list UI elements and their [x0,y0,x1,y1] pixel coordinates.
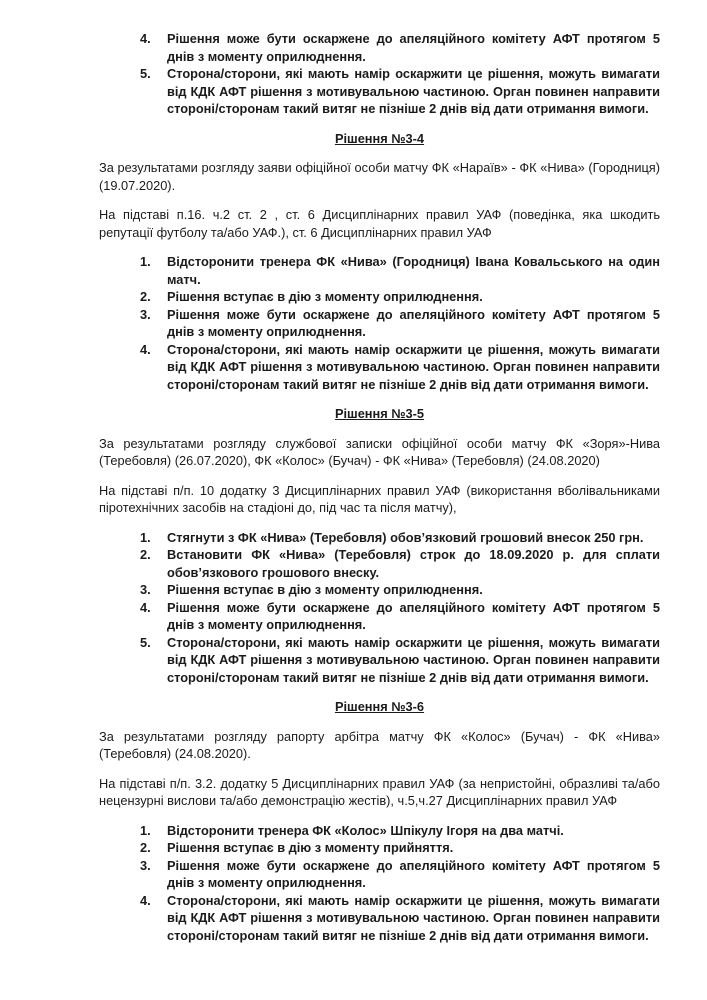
list-item-text: Рішення може бути оскаржене до апеляційного комітету АФТ протягом 5 днів з моменту оприлюднення. [167,857,660,890]
list-item-number: 4. [140,599,151,615]
list-item-text: Відсторонити тренера ФК «Нива» (Городниця) Івана Ковальського на один матч. [167,254,660,287]
list-item [99,30,660,65]
list-item-number: 4. [140,892,151,908]
section-heading: Рішення №3-5 [334,406,425,421]
decision-list [99,529,660,687]
legal-basis-paragraph: На підставі п/п. 3.2. додатку 5 Дисциплінарних правил УАФ (за непристойні, образливі та/або нецензурні вислови та/або демонстрацію жестів), ч.5,ч.27 Дисциплінарних правил УАФ [99,775,660,808]
list-item-text: Рішення вступає в дію з моменту оприлюднення. [167,582,483,597]
list-item-text: Рішення може бути оскаржене до апеляційного комітету АФТ протягом 5 днів з моменту оприлюднення. [167,31,660,64]
section-decision-3-6 [99,698,660,944]
list-item [99,634,660,687]
list-item-text: Рішення може бути оскаржене до апеляційного комітету АФТ протягом 5 днів з моменту оприлюднення. [167,599,660,632]
list-item-text: Сторона/сторони, які мають намір оскаржити це рішення, можуть вимагати від КДК АФТ рішення з мотивувальною частиною. Орган повинен направити стороні/сторонам такий витяг не пізніше 2 днів від дати отримання вимоги. [167,892,660,943]
list-item [99,288,660,306]
list-item [99,546,660,581]
list-item-text: Сторона/сторони, які мають намір оскаржити це рішення, можуть вимагати від КДК АФТ рішення з мотивувальною частиною. Орган повинен направити стороні/сторонам такий витяг не пізніше 2 днів від дати отримання вимоги. [167,634,660,685]
results-paragraph: За результатами розгляду службової записки офіційної особи матчу ФК «Зоря»-Нива (Теребовля) (26.07.2020), ФК «Колос» (Бучач) - ФК «Нива» (Теребовля) (24.08.2020) [99,435,660,468]
list-item-text: Встановити ФК «Нива» (Теребовля) строк до 18.09.2020 р. для сплати обов’язкового грошового внеску. [167,547,660,580]
list-item-number: 4. [140,31,151,46]
list-item-text: Рішення може бути оскаржене до апеляційного комітету АФТ протягом 5 днів з моменту оприлюднення. [167,306,660,339]
list-item-number: 2. [140,840,151,855]
list-item [99,306,660,341]
list-item [99,529,660,547]
decision-list [99,253,660,393]
list-item [99,857,660,892]
legal-basis-paragraph: На підставі п.16. ч.2 ст. 2 , ст. 6 Дисциплінарних правил УАФ (поведінка, яка шкодить репутації футболу та/або УАФ.), ст. 6 Дисциплінарних правил УАФ [99,207,660,240]
list-item-number: 2. [140,547,151,562]
list-item-number: 2. [140,289,151,304]
list-item [99,892,660,945]
carryover-decision-list [99,30,660,118]
list-item-number: 5. [140,66,151,81]
list-item-number: 4. [140,341,151,357]
list-item-number: 1. [140,529,151,545]
list-item-text: Стягнути з ФК «Нива» (Теребовля) обов’язковий грошовий внесок 250 грн. [167,529,644,545]
list-item-text: Відсторонити тренера ФК «Колос» Шпікулу Ігоря на два матчі. [167,822,564,838]
section-heading: Рішення №3-4 [334,130,425,146]
list-item [99,253,660,288]
list-item-number: 1. [140,254,151,269]
list-item-number: 3. [140,857,151,873]
list-item-text: Сторона/сторони, які мають намір оскаржити це рішення, можуть вимагати від КДК АФТ рішення з мотивувальною частиною. Орган повинен направити стороні/сторонам такий витяг не пізніше 2 днів від дати отримання вимоги. [167,341,660,392]
list-item-number: 3. [140,306,151,322]
list-item-text: Рішення вступає в дію з моменту прийняття. [167,840,454,855]
list-item [99,581,660,599]
list-item-number: 1. [140,822,151,838]
list-item-text: Сторона/сторони, які мають намір оскаржити це рішення, можуть вимагати від КДК АФТ рішення з мотивувальною частиною. Орган повинен направити стороні/сторонам такий витяг не пізніше 2 днів від дати отримання вимоги. [167,66,660,116]
decision-list [99,822,660,945]
section-decision-3-5 [99,405,660,686]
list-item [99,822,660,840]
list-item [99,599,660,634]
list-item-number: 3. [140,582,151,597]
results-paragraph: За результатами розгляду рапорту арбітра матчу ФК «Колос» (Бучач) - ФК «Нива» (Теребовля) (24.08.2020). [99,728,660,761]
list-item [99,839,660,857]
list-item [99,65,660,118]
section-decision-3-4 [99,130,660,394]
results-paragraph: За результатами розгляду заяви офіційної особи матчу ФК «Нараїв» - ФК «Нива» (Городниця) (19.07.2020). [99,160,660,193]
legal-basis-paragraph: На підставі п/п. 10 додатку 3 Дисциплінарних правил УАФ (використання вболівальниками піротехнічних засобів на стадіоні до, під час та після матчу), [99,482,660,515]
list-item-text: Рішення вступає в дію з моменту оприлюднення. [167,289,483,304]
list-item-number: 5. [140,634,151,650]
section-heading: Рішення №3-6 [334,699,425,714]
list-item [99,341,660,394]
